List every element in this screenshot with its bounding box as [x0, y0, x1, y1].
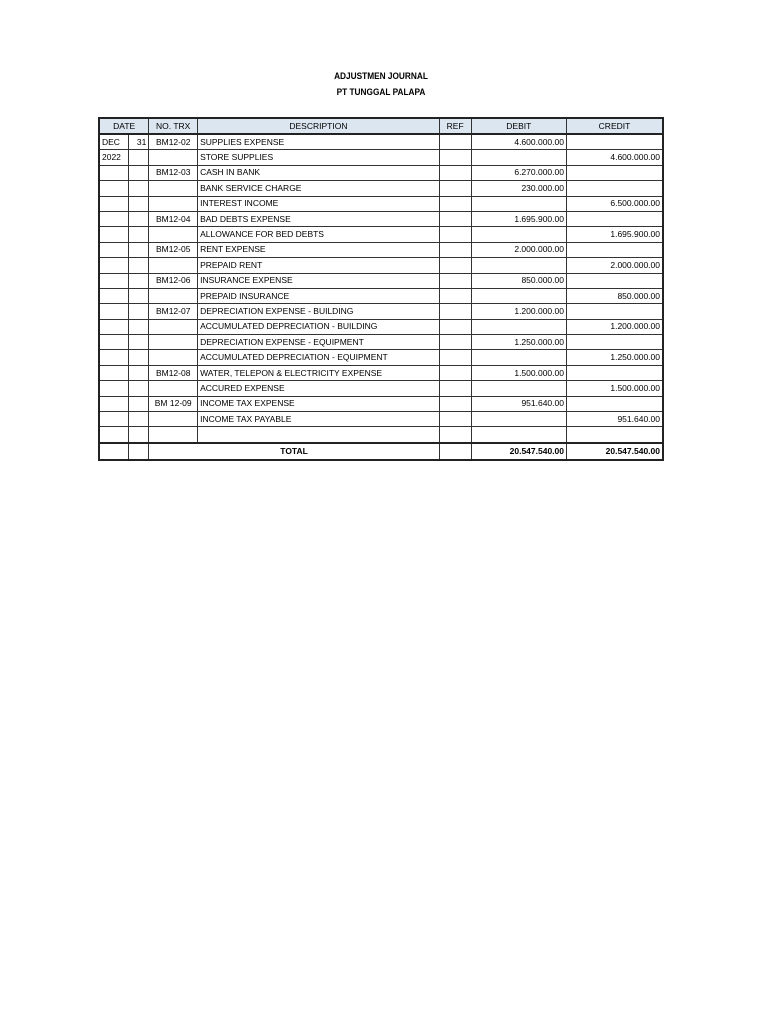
- date-cell: [99, 227, 129, 242]
- column-header-trx: NO. TRX: [149, 118, 198, 134]
- day-cell: [129, 350, 149, 365]
- table-row: [99, 288, 663, 303]
- ref-cell: [439, 396, 471, 411]
- description-cell: ACCUMULATED DEPRECIATION - EQUIPMENT: [198, 350, 440, 365]
- ref-cell: [439, 150, 471, 165]
- debit-cell: 2.000.000.00: [471, 242, 566, 257]
- day-cell: [129, 427, 149, 443]
- debit-cell: [471, 150, 566, 165]
- day-cell: [129, 381, 149, 396]
- date-cell: [99, 304, 129, 319]
- description-cell: PREPAID RENT: [198, 258, 440, 273]
- description-cell: INCOME TAX EXPENSE: [198, 396, 440, 411]
- credit-cell: [566, 304, 663, 319]
- debit-cell: [471, 381, 566, 396]
- date-cell: [99, 196, 129, 211]
- table-row: [99, 350, 663, 365]
- day-cell: [129, 196, 149, 211]
- table-row: [99, 365, 663, 380]
- debit-cell: 850.000.00: [471, 273, 566, 288]
- ref-cell: [439, 288, 471, 303]
- total-credit: 20.547.540.00: [566, 443, 663, 460]
- debit-cell: 230.000.00: [471, 181, 566, 196]
- date-cell: 2022: [99, 150, 129, 165]
- description-cell: WATER, TELEPON & ELECTRICITY EXPENSE: [198, 365, 440, 380]
- date-cell: [99, 273, 129, 288]
- day-cell: [129, 165, 149, 180]
- column-header-date: DATE: [99, 118, 149, 134]
- ref-cell: [439, 165, 471, 180]
- date-cell: [99, 181, 129, 196]
- debit-cell: 1.250.000.00: [471, 335, 566, 350]
- table-row: [99, 227, 663, 242]
- trx-cell: [149, 412, 198, 427]
- table-row: [99, 412, 663, 427]
- credit-cell: [566, 134, 663, 150]
- date-cell: [99, 412, 129, 427]
- table-row: [99, 242, 663, 257]
- trx-cell: [149, 258, 198, 273]
- credit-cell: 850.000.00: [566, 288, 663, 303]
- adjusting-journal-table: [98, 117, 664, 461]
- debit-cell: 1.695.900.00: [471, 211, 566, 226]
- credit-cell: [566, 427, 663, 443]
- debit-cell: [471, 196, 566, 211]
- description-cell: [198, 427, 440, 443]
- total-row: [99, 443, 663, 460]
- debit-cell: 4.600.000.00: [471, 134, 566, 150]
- trx-cell: [149, 227, 198, 242]
- table-row: [99, 319, 663, 334]
- debit-cell: [471, 412, 566, 427]
- credit-cell: [566, 396, 663, 411]
- day-cell: [129, 150, 149, 165]
- day-cell: [129, 273, 149, 288]
- trx-cell: BM12-02: [149, 134, 198, 150]
- credit-cell: 1.250.000.00: [566, 350, 663, 365]
- description-cell: STORE SUPPLIES: [198, 150, 440, 165]
- credit-cell: [566, 365, 663, 380]
- date-cell: [99, 381, 129, 396]
- credit-cell: 4.600.000.00: [566, 150, 663, 165]
- day-cell: [129, 396, 149, 411]
- debit-cell: 1.500.000.00: [471, 365, 566, 380]
- date-cell: [99, 335, 129, 350]
- table-row: [99, 181, 663, 196]
- column-header-debit: DEBIT: [471, 118, 566, 134]
- date-cell: [99, 427, 129, 443]
- description-cell: BANK SERVICE CHARGE: [198, 181, 440, 196]
- trx-cell: BM12-08: [149, 365, 198, 380]
- ref-cell: [439, 258, 471, 273]
- day-cell: [129, 211, 149, 226]
- date-cell: [99, 365, 129, 380]
- column-header-description: DESCRIPTION: [198, 118, 440, 134]
- total-date-cell: [99, 443, 129, 460]
- ref-cell: [439, 273, 471, 288]
- credit-cell: 951.640.00: [566, 412, 663, 427]
- trx-cell: [149, 381, 198, 396]
- ref-cell: [439, 227, 471, 242]
- day-cell: [129, 365, 149, 380]
- date-cell: [99, 350, 129, 365]
- table-row: [99, 304, 663, 319]
- date-cell: [99, 288, 129, 303]
- trx-cell: [149, 181, 198, 196]
- description-cell: CASH IN BANK: [198, 165, 440, 180]
- journal-body: [99, 134, 663, 443]
- description-cell: ALLOWANCE FOR BED DEBTS: [198, 227, 440, 242]
- trx-cell: [149, 319, 198, 334]
- description-cell: INSURANCE EXPENSE: [198, 273, 440, 288]
- trx-cell: BM12-07: [149, 304, 198, 319]
- description-cell: BAD DEBTS EXPENSE: [198, 211, 440, 226]
- ref-cell: [439, 211, 471, 226]
- credit-cell: 1.500.000.00: [566, 381, 663, 396]
- ref-cell: [439, 365, 471, 380]
- debit-cell: [471, 258, 566, 273]
- date-cell: [99, 258, 129, 273]
- ref-cell: [439, 196, 471, 211]
- description-cell: DEPRECIATION EXPENSE - EQUIPMENT: [198, 335, 440, 350]
- date-cell: [99, 319, 129, 334]
- table-row: [99, 211, 663, 226]
- day-cell: 31: [129, 134, 149, 150]
- description-cell: PREPAID INSURANCE: [198, 288, 440, 303]
- column-header-ref: REF: [439, 118, 471, 134]
- table-row: [99, 258, 663, 273]
- total-day-cell: [129, 443, 149, 460]
- trx-cell: [149, 288, 198, 303]
- date-cell: DEC: [99, 134, 129, 150]
- day-cell: [129, 181, 149, 196]
- table-row: [99, 150, 663, 165]
- trx-cell: BM12-03: [149, 165, 198, 180]
- total-label: TOTAL: [149, 443, 439, 460]
- day-cell: [129, 242, 149, 257]
- table-row: [99, 427, 663, 443]
- trx-cell: [149, 196, 198, 211]
- day-cell: [129, 412, 149, 427]
- credit-cell: [566, 242, 663, 257]
- total-ref-cell: [439, 443, 471, 460]
- date-cell: [99, 211, 129, 226]
- journal-title: ADJUSTMEN JOURNAL: [334, 71, 428, 81]
- table-row: [99, 165, 663, 180]
- trx-cell: BM12-05: [149, 242, 198, 257]
- ref-cell: [439, 427, 471, 443]
- ref-cell: [439, 242, 471, 257]
- debit-cell: [471, 227, 566, 242]
- description-cell: INTEREST INCOME: [198, 196, 440, 211]
- trx-cell: [149, 350, 198, 365]
- description-cell: DEPRECIATION EXPENSE - BUILDING: [198, 304, 440, 319]
- trx-cell: [149, 335, 198, 350]
- debit-cell: [471, 319, 566, 334]
- table-row: [99, 381, 663, 396]
- description-cell: SUPPLIES EXPENSE: [198, 134, 440, 150]
- debit-cell: 1.200.000.00: [471, 304, 566, 319]
- trx-cell: [149, 427, 198, 443]
- day-cell: [129, 227, 149, 242]
- total-debit: 20.547.540.00: [471, 443, 566, 460]
- trx-cell: BM 12-09: [149, 396, 198, 411]
- ref-cell: [439, 381, 471, 396]
- debit-cell: 951.640.00: [471, 396, 566, 411]
- ref-cell: [439, 335, 471, 350]
- day-cell: [129, 304, 149, 319]
- table-row: [99, 196, 663, 211]
- column-header-credit: CREDIT: [566, 118, 663, 134]
- credit-cell: 1.695.900.00: [566, 227, 663, 242]
- ref-cell: [439, 319, 471, 334]
- debit-cell: 6.270.000.00: [471, 165, 566, 180]
- table-header-row: [99, 118, 663, 134]
- table-row: [99, 396, 663, 411]
- description-cell: ACCURED EXPENSE: [198, 381, 440, 396]
- credit-cell: 6.500.000.00: [566, 196, 663, 211]
- credit-cell: [566, 335, 663, 350]
- credit-cell: [566, 165, 663, 180]
- table-row: [99, 134, 663, 150]
- table-row: [99, 335, 663, 350]
- ref-cell: [439, 134, 471, 150]
- description-cell: RENT EXPENSE: [198, 242, 440, 257]
- date-cell: [99, 165, 129, 180]
- credit-cell: [566, 273, 663, 288]
- company-name: PT TUNGGAL PALAPA: [336, 87, 426, 97]
- day-cell: [129, 319, 149, 334]
- day-cell: [129, 258, 149, 273]
- ref-cell: [439, 181, 471, 196]
- date-cell: [99, 396, 129, 411]
- credit-cell: [566, 181, 663, 196]
- credit-cell: [566, 211, 663, 226]
- trx-cell: BM12-06: [149, 273, 198, 288]
- table-row: [99, 273, 663, 288]
- description-cell: ACCUMULATED DEPRECIATION - BUILDING: [198, 319, 440, 334]
- ref-cell: [439, 304, 471, 319]
- day-cell: [129, 335, 149, 350]
- trx-cell: BM12-04: [149, 211, 198, 226]
- debit-cell: [471, 427, 566, 443]
- ref-cell: [439, 412, 471, 427]
- debit-cell: [471, 350, 566, 365]
- description-cell: INCOME TAX PAYABLE: [198, 412, 440, 427]
- debit-cell: [471, 288, 566, 303]
- credit-cell: 2.000.000.00: [566, 258, 663, 273]
- trx-cell: [149, 150, 198, 165]
- credit-cell: 1.200.000.00: [566, 319, 663, 334]
- date-cell: [99, 242, 129, 257]
- ref-cell: [439, 350, 471, 365]
- day-cell: [129, 288, 149, 303]
